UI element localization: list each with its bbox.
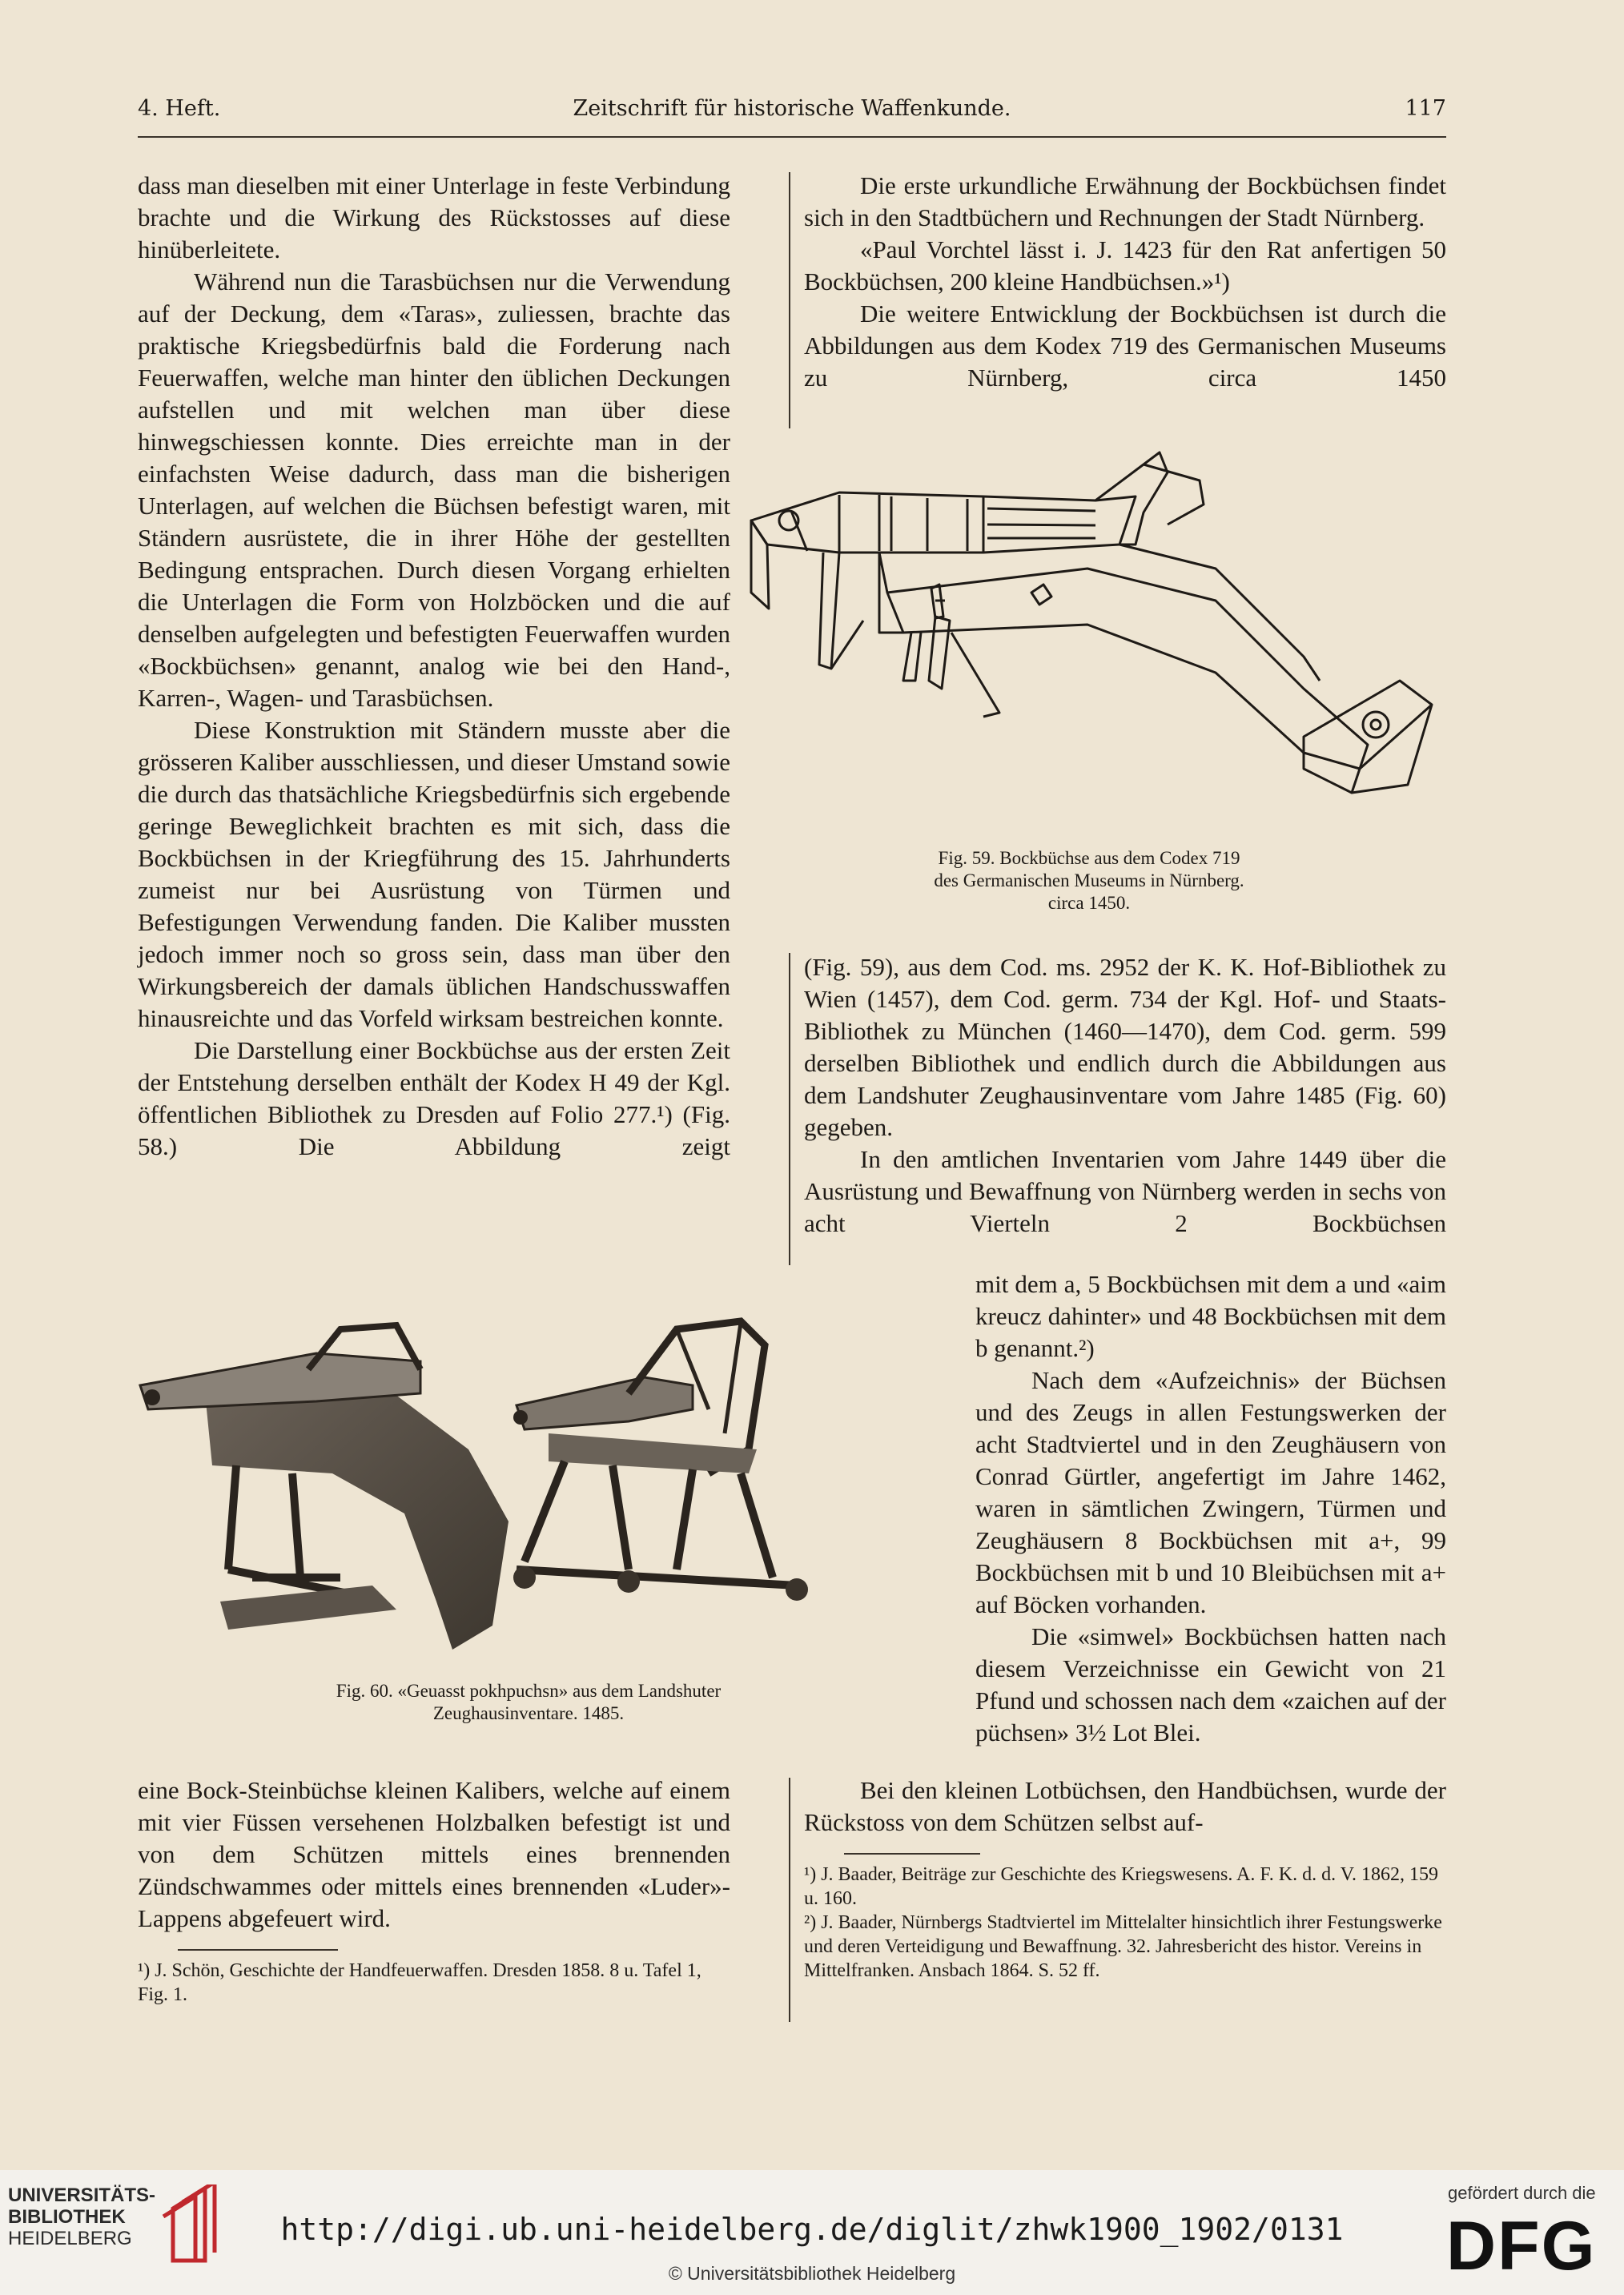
- dfg-logo: DFG: [1446, 2208, 1597, 2285]
- fig60-caption: [224, 1680, 833, 1725]
- left-column-top: [138, 170, 730, 1163]
- caption-line: Zeughausinventare. 1485.: [432, 1703, 625, 1723]
- footnote: ²) J. Baader, Nürnbergs Stadtviertel im Mittelalter hinsichtlich ihrer Festungswerke und deren Verteidigung und Bewaffnung. 32. Jahresbericht des histor. Vereins in Mittelfranken. Ansbach 1864. S. 52 ff.: [804, 1912, 1442, 1981]
- caption-line: Fig. 59. Bockbüchse aus dem Codex 719: [938, 848, 1240, 868]
- left-column-bottom: [138, 1775, 730, 1935]
- footnote-rule: [844, 1853, 980, 1855]
- right-column-middle: [804, 951, 1446, 1240]
- paragraph: Die erste urkundliche Erwähnung der Bockbüchsen findet sich in den Stadtbüchern und Rechnungen der Stadt Nürnberg.: [804, 171, 1446, 231]
- paragraph: dass man dieselben mit einer Unterlage in feste Verbindung brachte und die Wirkung des Rückstosses auf diese hinüberleitete.: [138, 171, 730, 263]
- footnote: ¹) J. Baader, Beiträge zur Geschichte des Kriegswesens. A. F. K. d. d. V. 1862, 159 u. 160.: [804, 1864, 1438, 1909]
- running-header: [138, 96, 1446, 136]
- right-column-top: [804, 170, 1446, 394]
- fig60-bockbuechsen-illustration: [132, 1313, 817, 1670]
- column-divider: [789, 953, 790, 1265]
- right-footnotes: [804, 1863, 1446, 1983]
- caption-line: Fig. 60. «Geuasst pokhpuchsn» aus dem Landshuter: [336, 1681, 722, 1701]
- column-divider: [789, 172, 790, 428]
- paragraph: Die Darstellung einer Bockbüchse aus der ersten Zeit der Entstehung derselben enthält der Kodex H 49 der Kgl. öffentlichen Bibliothek zu Dresden auf Folio 277.¹) (Fig. 58.) Die Abbildung zeigt: [138, 1036, 730, 1160]
- header-rule: [138, 136, 1446, 138]
- paragraph: (Fig. 59), aus dem Cod. ms. 2952 der K. K. Hof-Bibliothek zu Wien (1457), dem Cod. germ. 734 der Kgl. Hof- und Staats-Bibliothek zu München (1460—1470), dem Cod. germ. 599 derselben Bibliothek und endlich durch die Abbildungen aus dem Landshuter Zeughausinventare vom Jahre 1485 (Fig. 60) gegeben.: [804, 953, 1446, 1141]
- left-footnote: [138, 1959, 730, 2007]
- caption-line: circa 1450.: [1047, 893, 1131, 913]
- footnote: ¹) J. Schön, Geschichte der Handfeuerwaffen. Dresden 1858. 8 u. Tafel 1, Fig. 1.: [138, 1960, 701, 2005]
- right-column-bottom: [804, 1775, 1446, 1839]
- paragraph: mit dem a, 5 Bockbüchsen mit dem a und «aim kreucz dahinter» und 48 Bockbüchsen mit dem b genannt.²): [975, 1270, 1446, 1362]
- paragraph: Die «simwel» Bockbüchsen hatten nach diesem Verzeichnisse ein Gewicht von 21 Pfund und schossen nach dem «zaichen auf der püchsen» 3½ Lot Blei.: [975, 1622, 1446, 1746]
- fig59-caption: [825, 847, 1353, 914]
- paragraph: «Paul Vorchtel lässt i. J. 1423 für den Rat anfertigen 50 Bockbüchsen, 200 kleine Handbüchsen.»¹): [804, 235, 1446, 295]
- paragraph: Während nun die Tarasbüchsen nur die Verwendung auf der Deckung, dem «Taras», zuliessen, brachte das praktische Kriegsbedürfnis bald die Forderung nach Feuerwaffen, welche man hinter den üblichen Deckungen aufstellen und mit welchen man über diese hinwegschiessen konnte. Dies erreichte man in der einfachsten Weise dadurch, dass man die bisherigen Unterlagen, auf welchen die Büchsen befestigt waren, mit Ständern ausrüstete, die in ihrer Höhe der gestellten Bedingung entsprachen. Durch diesen Vorgang erhielten die Unterlagen die Form von Holzböcken und die auf denselben aufgelegten und befestigten Feuerwaffen wurden «Bockbüchsen» genannt, analog wie bei den Hand-, Karren-, Wagen- und Tarasbüchsen.: [138, 267, 730, 712]
- library-line: UNIVERSITÄTS-: [8, 2184, 156, 2206]
- funder-note: gefördert durch die: [1448, 2183, 1596, 2203]
- column-divider: [789, 1778, 790, 2022]
- paragraph: Diese Konstruktion mit Ständern musste aber die grösseren Kaliber ausschliessen, und dieser Umstand sowie die durch das thatsächliche Kriegsbedürfnis sich ergebende geringe Beweglichkeit brachten es mit sich, dass die Bockbüchsen in der Kriegführung des 15. Jahrhunderts zumeist nur bei Ausrüstung von Türmen und Befestigungen Verwendung fanden. Die Kaliber mussten jedoch immer noch so gross sein, dass man über den Wirkungsbereich der damals üblichen Handschusswaffen hinausreichte und das Vorfeld wirksam bestreichen konnte.: [138, 716, 730, 1032]
- fig59-bockbuechse-drawing: [743, 448, 1464, 849]
- library-line: BIBLIOTHEK: [8, 2206, 126, 2228]
- right-column-narrow: [975, 1268, 1446, 1749]
- caption-line: des Germanischen Museums in Nürnberg.: [934, 870, 1244, 890]
- paragraph: In den amtlichen Inventarien vom Jahre 1449 über die Ausrüstung und Bewaffnung von Nürnberg werden in sechs von acht Vierteln 2 Bockbüchsen: [804, 1145, 1446, 1237]
- paragraph: Nach dem «Aufzeichnis» der Büchsen und des Zeugs in allen Festungswerken der acht Stadtviertel und in den Zeughäusern von Conrad Gürtler, angefertigt im Jahre 1462, waren in sämtlichen Zwingern, Türmen und Zeughäusern 8 Bockbüchsen mit a+, 99 Bockbüchsen mit b und 10 Bleibüchsen mit a+ auf Böcken vorhanden.: [975, 1366, 1446, 1618]
- paragraph: Bei den kleinen Lotbüchsen, den Handbüchsen, wurde der Rückstoss von dem Schützen selbst auf-: [804, 1776, 1446, 1836]
- paragraph: eine Bock-Steinbüchse kleinen Kalibers, welche auf einem mit vier Füssen versehenen Holzbalken befestigt ist und von dem Schützen mittels eines brennenden Zündschwammes oder mittels eines brennenden «Luder»-Lappens abgefeuert wird.: [138, 1776, 730, 1932]
- source-url-link[interactable]: http://digi.ub.uni-heidelberg.de/diglit/zhwk1900_1902/0131: [280, 2212, 1344, 2247]
- copyright-notice: © Universitätsbibliothek Heidelberg: [668, 2263, 956, 2284]
- journal-title: Zeitschrift für historische Waffenkunde.: [573, 96, 1011, 121]
- paragraph: Die weitere Entwicklung der Bockbüchsen ist durch die Abbildungen aus dem Kodex 719 des Germanischen Museums zu Nürnberg, circa 1450: [804, 299, 1446, 392]
- issue-number: 4. Heft.: [138, 96, 221, 121]
- page-number: 117: [1405, 96, 1446, 121]
- library-line: HEIDELBERG: [8, 2228, 132, 2249]
- footnote-rule: [178, 1949, 338, 1951]
